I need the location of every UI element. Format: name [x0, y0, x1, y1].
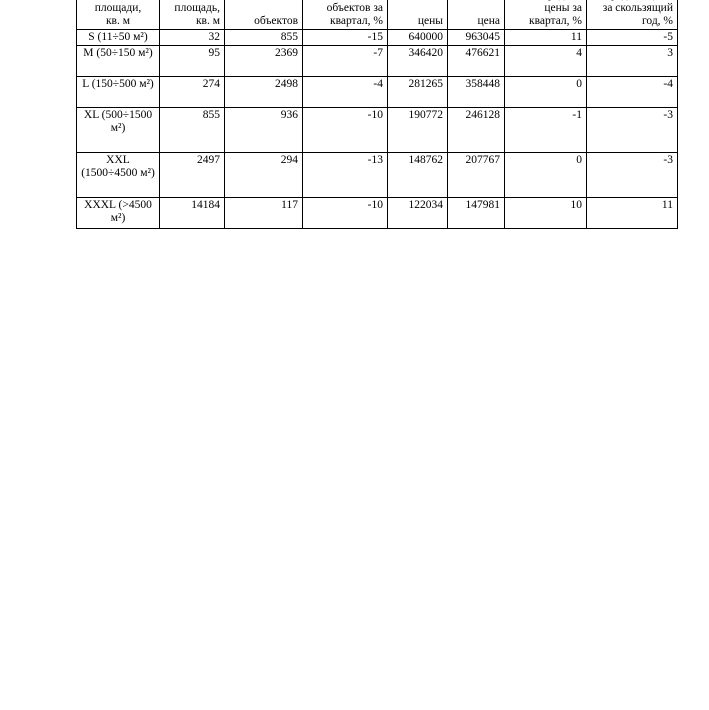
objects-cell: 855 — [225, 30, 303, 46]
table-header-row — [77, 0, 678, 30]
header-cell — [77, 0, 160, 30]
header-cell — [448, 0, 505, 30]
table-row — [77, 46, 678, 77]
price-q-cell: 11 — [505, 30, 587, 46]
price2-cell: 207767 — [448, 153, 505, 198]
header-text: цена — [477, 15, 500, 27]
table-row — [77, 153, 678, 198]
objects-cell: 117 — [225, 198, 303, 229]
price-q-cell: 0 — [505, 77, 587, 108]
area-cell: 274 — [160, 77, 225, 108]
objects-change-cell: -10 — [303, 108, 388, 153]
price-y-cell: -5 — [587, 30, 678, 46]
segment-cell: XXL (1500÷4500 м²) — [77, 153, 160, 198]
objects-cell: 294 — [225, 153, 303, 198]
table-row — [77, 108, 678, 153]
price-y-cell: -3 — [587, 153, 678, 198]
area-cell: 32 — [160, 30, 225, 46]
price1-cell: 190772 — [388, 108, 448, 153]
header-text: объектов за квартал, % — [326, 2, 383, 27]
price1-cell: 640000 — [388, 30, 448, 46]
header-cell — [303, 0, 388, 30]
price2-cell: 147981 — [448, 198, 505, 229]
objects-change-cell: -10 — [303, 198, 388, 229]
price2-cell: 358448 — [448, 77, 505, 108]
segment-cell: L (150÷500 м²) — [77, 77, 160, 108]
price1-cell: 122034 — [388, 198, 448, 229]
price1-cell: 148762 — [388, 153, 448, 198]
objects-cell: 936 — [225, 108, 303, 153]
price2-cell: 246128 — [448, 108, 505, 153]
price1-cell: 346420 — [388, 46, 448, 77]
area-cell: 855 — [160, 108, 225, 153]
price-q-cell: -1 — [505, 108, 587, 153]
table-body — [77, 30, 678, 229]
price1-cell: 281265 — [388, 77, 448, 108]
header-cell — [160, 0, 225, 30]
objects-cell: 2369 — [225, 46, 303, 77]
objects-change-cell: -7 — [303, 46, 388, 77]
objects-change-cell: -15 — [303, 30, 388, 46]
header-text: объектов — [254, 15, 298, 27]
area-cell: 14184 — [160, 198, 225, 229]
price-q-cell: 10 — [505, 198, 587, 229]
objects-change-cell: -13 — [303, 153, 388, 198]
table-row — [77, 30, 678, 46]
header-cell — [388, 0, 448, 30]
price2-cell: 476621 — [448, 46, 505, 77]
segment-cell: XL (500÷1500 м²) — [77, 108, 160, 153]
area-cell: 2497 — [160, 153, 225, 198]
table-row — [77, 77, 678, 108]
header-text: цены — [417, 15, 443, 27]
price-y-cell: 11 — [587, 198, 678, 229]
header-cell — [505, 0, 587, 30]
area-cell: 95 — [160, 46, 225, 77]
price2-cell: 963045 — [448, 30, 505, 46]
header-text: цены за квартал, % — [528, 2, 582, 27]
segment-cell: S (11÷50 м²) — [77, 30, 160, 46]
segment-cell: M (50÷150 м²) — [77, 46, 160, 77]
table-row — [77, 198, 678, 229]
header-text: площадь, кв. м — [174, 2, 220, 27]
market-table — [76, 0, 678, 229]
header-text: площади, кв. м — [94, 2, 142, 27]
price-q-cell: 0 — [505, 153, 587, 198]
price-y-cell: 3 — [587, 46, 678, 77]
objects-change-cell: -4 — [303, 77, 388, 108]
price-y-cell: -4 — [587, 77, 678, 108]
segment-cell: XXXL (>4500 м²) — [77, 198, 160, 229]
price-y-cell: -3 — [587, 108, 678, 153]
header-cell — [225, 0, 303, 30]
header-cell — [587, 0, 678, 30]
price-q-cell: 4 — [505, 46, 587, 77]
header-text: за скользящий год, % — [602, 2, 673, 27]
objects-cell: 2498 — [225, 77, 303, 108]
